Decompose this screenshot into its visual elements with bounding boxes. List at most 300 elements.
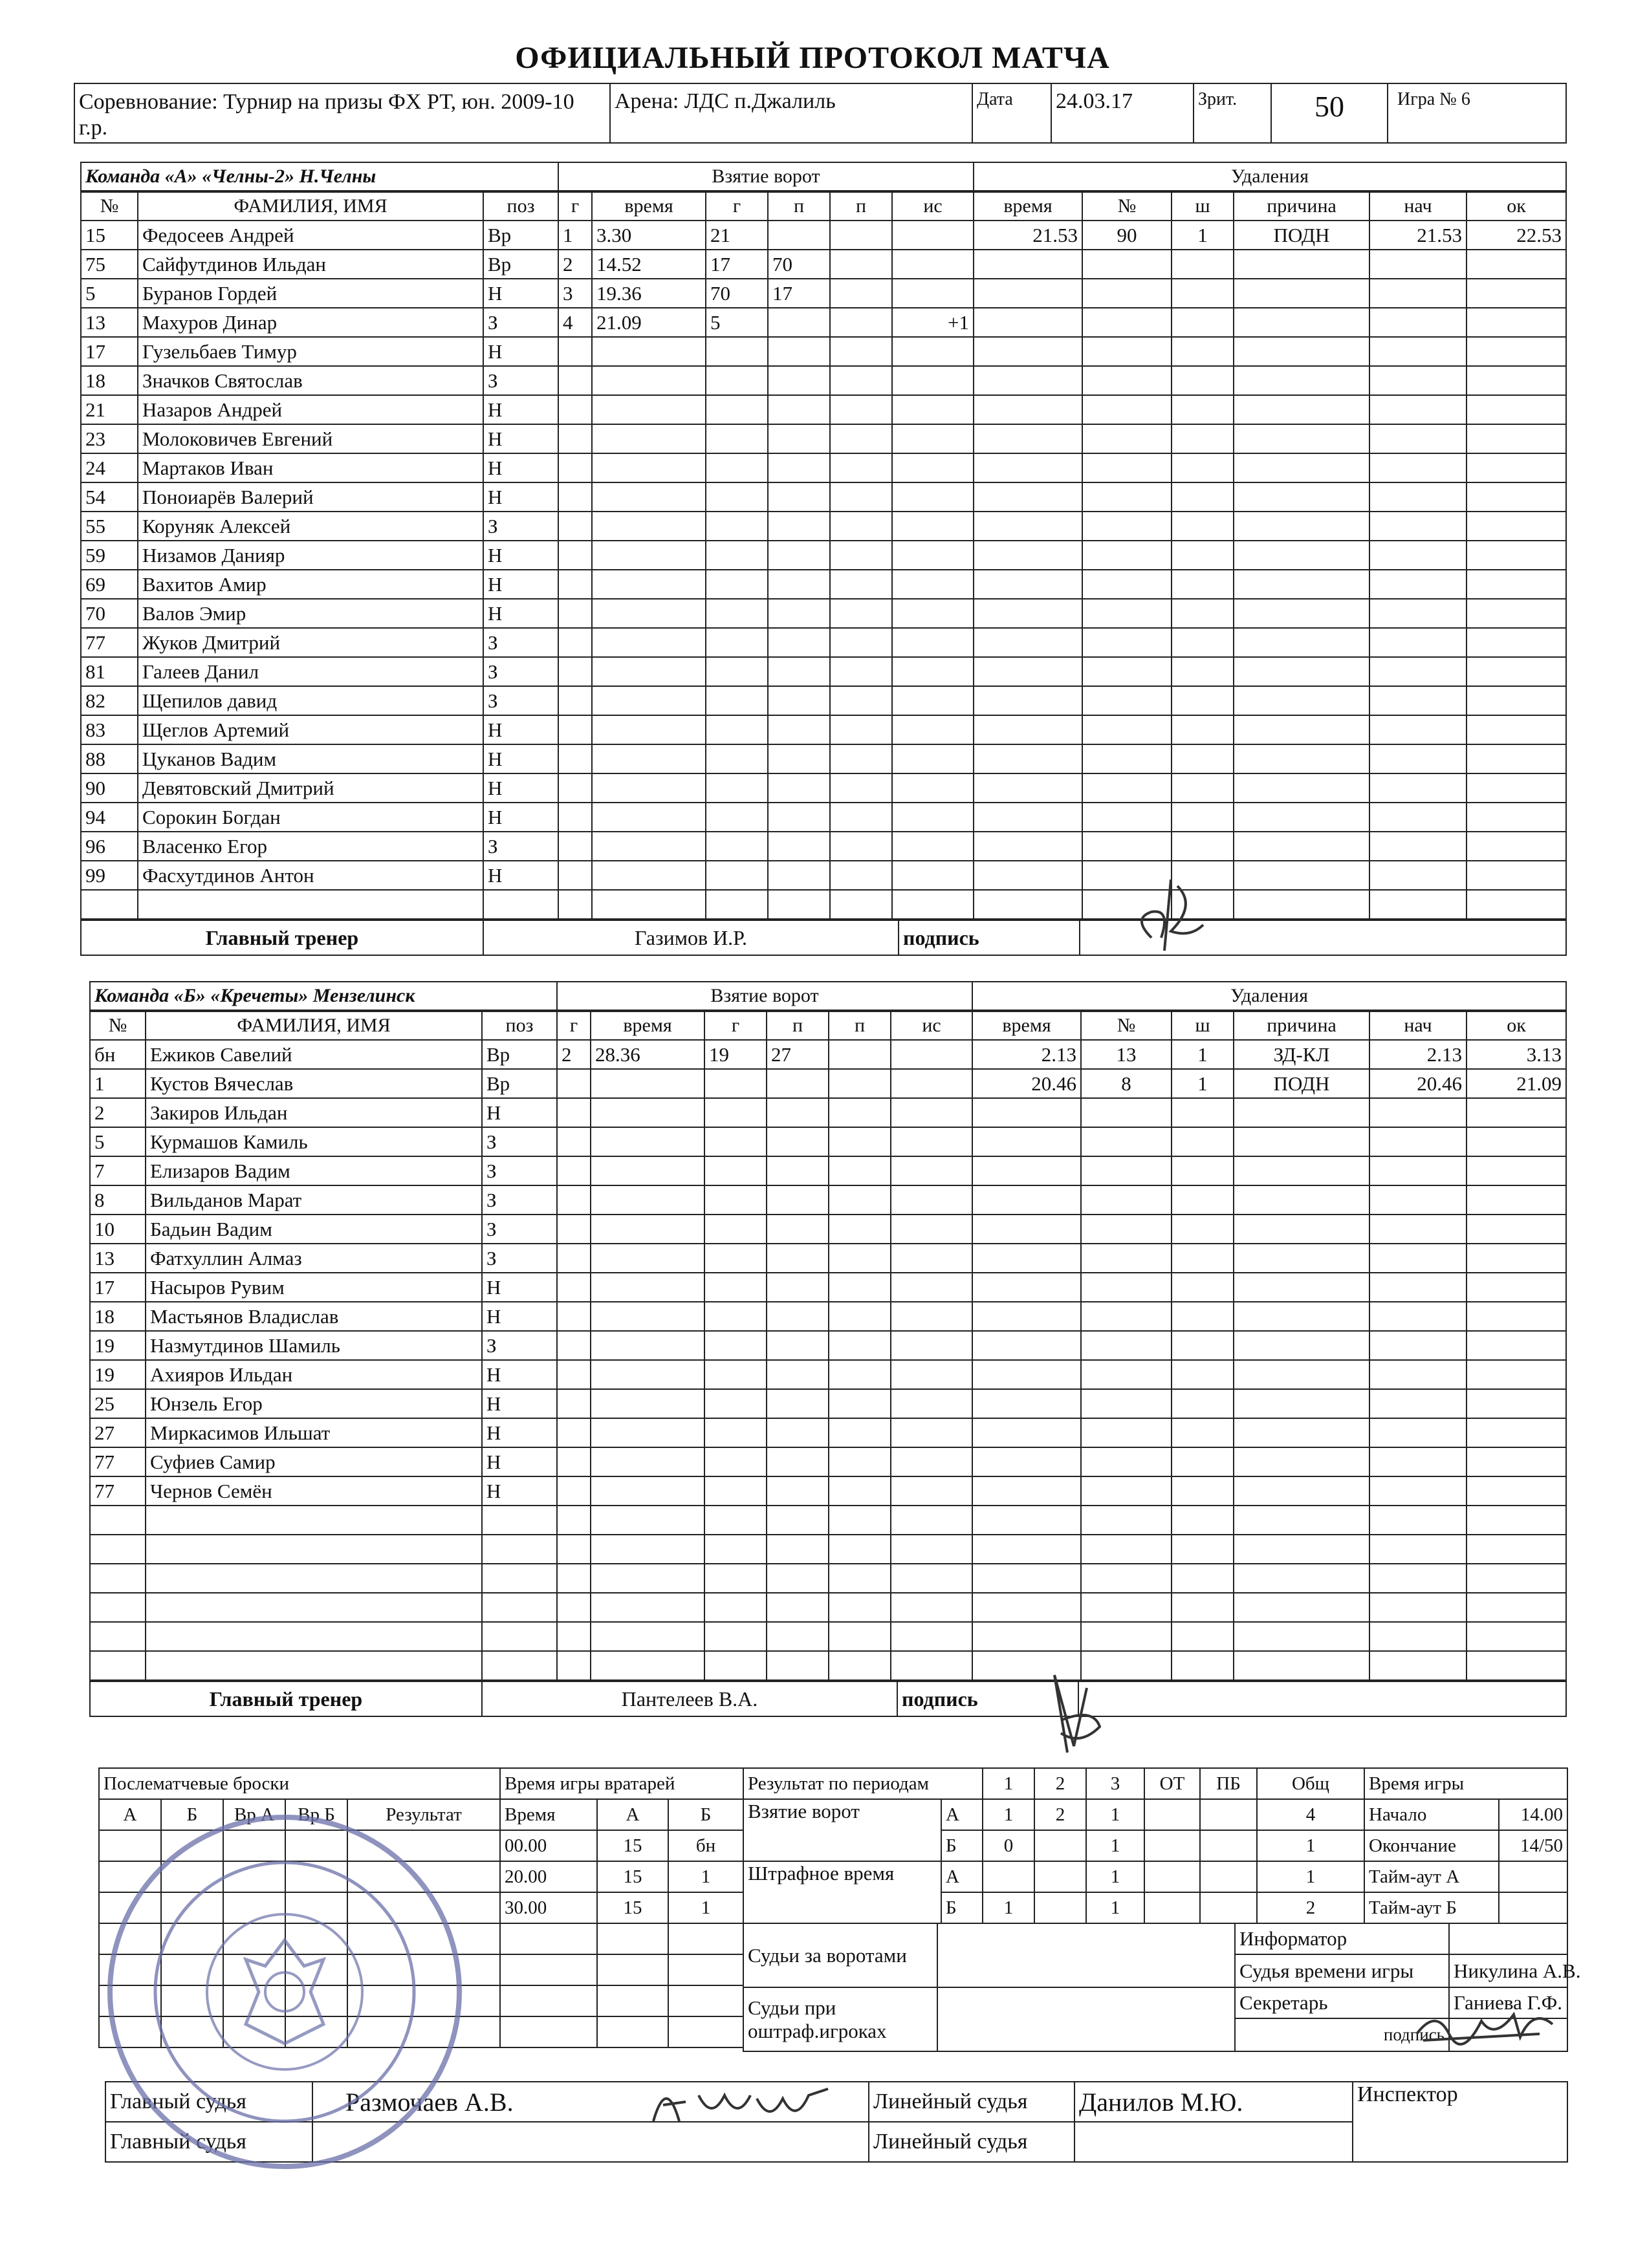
team-a-letter: А — [941, 1861, 983, 1892]
player-number: 15 — [81, 221, 138, 250]
goal-assist2 — [830, 395, 892, 424]
penalty-reason — [1234, 1244, 1369, 1273]
pim-a-so — [1200, 1861, 1257, 1892]
head-coach-label: Главный тренер — [81, 920, 483, 955]
player-row — [90, 1418, 1566, 1447]
penalty-time — [972, 1593, 1081, 1622]
goal-time — [591, 1622, 704, 1651]
goal-scorer — [706, 337, 768, 366]
penalty-minutes — [1172, 628, 1234, 657]
team-a-column-headers — [81, 192, 1566, 221]
goals-a-total: 4 — [1257, 1799, 1364, 1830]
goal-assist1 — [768, 541, 830, 570]
goal-time — [592, 628, 706, 657]
player-row — [90, 1622, 1566, 1651]
penalty-time — [972, 1622, 1081, 1651]
penalty-player — [1082, 832, 1172, 861]
goal-situation — [892, 832, 974, 861]
goal-time — [591, 1447, 704, 1476]
goal-scorer — [704, 1506, 767, 1535]
player-row — [90, 1185, 1566, 1215]
inspector-label: Инспектор — [1353, 2082, 1567, 2162]
penalty-minutes — [1172, 803, 1234, 832]
player-number — [90, 1535, 146, 1564]
penalty-minutes — [1172, 1215, 1234, 1244]
team-a-coach-row — [80, 920, 1567, 956]
player-position — [482, 1564, 557, 1593]
penalties-header-b: Удаления — [972, 982, 1566, 1010]
goal-situation — [892, 744, 974, 773]
goal-scorer — [706, 366, 768, 395]
goal-situation: +1 — [892, 308, 974, 337]
penalty-time — [974, 890, 1082, 919]
player-name: Девятовский Дмитрий — [138, 773, 483, 803]
penalty-end — [1467, 773, 1566, 803]
penalty-end — [1467, 1215, 1566, 1244]
penalty-reason — [1234, 861, 1369, 890]
penalty-player — [1081, 1127, 1172, 1156]
penalty-player — [1081, 1302, 1172, 1331]
player-number: 75 — [81, 250, 138, 279]
player-name: Гузельбаев Тимур — [138, 337, 483, 366]
goal-number — [558, 861, 592, 890]
penalty-end — [1467, 744, 1566, 773]
team-b-title-row — [89, 981, 1567, 1011]
player-number — [90, 1651, 146, 1680]
penalty-end — [1467, 1156, 1566, 1185]
penalty-reason — [1234, 279, 1369, 308]
goal-assist1 — [768, 424, 830, 453]
goal-scorer: 21 — [706, 221, 768, 250]
goal-assist1 — [768, 337, 830, 366]
goal-assist1 — [767, 1622, 829, 1651]
game-time-table — [1364, 1767, 1568, 1924]
goal-number: 2 — [558, 250, 592, 279]
spectators-value: 50 — [1271, 83, 1388, 143]
goal-assist2 — [829, 1156, 891, 1185]
penalty-end — [1467, 628, 1566, 657]
player-number: 18 — [81, 366, 138, 395]
penalty-end — [1467, 1331, 1566, 1360]
goal-time — [591, 1476, 704, 1506]
penalty-reason — [1234, 1535, 1369, 1564]
goal-assist2 — [829, 1506, 891, 1535]
team-b-letter: Б — [941, 1892, 983, 1923]
player-name: Сайфутдинов Ильдан — [138, 250, 483, 279]
player-row — [81, 715, 1566, 744]
penalty-end — [1467, 1506, 1566, 1535]
player-name: Цуканов Вадим — [138, 744, 483, 773]
penalty-player — [1082, 541, 1172, 570]
player-number: 19 — [90, 1331, 146, 1360]
penalty-minutes — [1172, 1302, 1234, 1331]
penalty-time — [974, 599, 1082, 628]
goal-assist2 — [829, 1418, 891, 1447]
goal-time — [592, 453, 706, 482]
penalty-time — [972, 1389, 1081, 1418]
goals-a-row — [743, 1799, 1364, 1830]
goal-assist2 — [829, 1098, 891, 1127]
gk-row-a: 15 — [597, 1892, 668, 1923]
penalty-player — [1082, 366, 1172, 395]
penalty-reason — [1234, 570, 1369, 599]
goal-time — [591, 1360, 704, 1389]
penalty-start — [1369, 250, 1467, 279]
goal-scorer — [704, 1156, 767, 1185]
player-row — [81, 570, 1566, 599]
col-pos: поз — [483, 192, 558, 221]
penalty-minutes: 1 — [1172, 1069, 1234, 1098]
goal-time — [592, 599, 706, 628]
goal-assist2 — [829, 1564, 891, 1593]
player-row — [90, 1302, 1566, 1331]
linesman-name-2 — [1074, 2122, 1353, 2162]
penalty-start — [1369, 1564, 1467, 1593]
goal-number — [558, 715, 592, 744]
goal-scorer — [706, 861, 768, 890]
penalty-player — [1081, 1273, 1172, 1302]
penalty-minutes — [1172, 1185, 1234, 1215]
linesman-name: Данилов М.Ю. — [1074, 2082, 1353, 2122]
player-name: Ежиков Савелий — [146, 1040, 482, 1069]
player-row — [90, 1215, 1566, 1244]
penalty-end — [1467, 1651, 1566, 1680]
penalty-minutes — [1172, 424, 1234, 453]
penalty-judges-label: Судьи при оштраф.игроках — [743, 1987, 937, 2051]
goal-time — [592, 482, 706, 512]
player-position: Н — [483, 570, 558, 599]
player-name: Федосеев Андрей — [138, 221, 483, 250]
goal-situation — [892, 482, 974, 512]
penalty-player — [1081, 1593, 1172, 1622]
player-name: Курмашов Камиль — [146, 1127, 482, 1156]
col-situation: ис — [891, 1011, 972, 1040]
player-name: Вильданов Марат — [146, 1185, 482, 1215]
secretary-signature-mark — [1410, 1995, 1559, 2053]
goal-situation — [892, 628, 974, 657]
penalty-player — [1082, 395, 1172, 424]
penalty-start — [1369, 512, 1467, 541]
goal-situation — [892, 395, 974, 424]
goals-a-p1: 1 — [983, 1799, 1034, 1830]
goal-situation — [892, 541, 974, 570]
penalty-start — [1369, 424, 1467, 453]
penalty-player — [1082, 599, 1172, 628]
goal-assist2 — [830, 424, 892, 453]
goal-time — [592, 541, 706, 570]
goal-situation — [892, 861, 974, 890]
goal-scorer — [704, 1389, 767, 1418]
player-position: З — [483, 366, 558, 395]
goal-situation — [891, 1506, 972, 1535]
goal-scorer — [706, 773, 768, 803]
penalty-minutes — [1172, 1244, 1234, 1273]
goal-situation — [892, 657, 974, 686]
goal-assist2 — [829, 1389, 891, 1418]
secretary-label: Секретарь — [1236, 1988, 1449, 2018]
penalties-header: Удаления — [974, 162, 1566, 191]
goal-assist2 — [829, 1360, 891, 1389]
secretary-sign-label: подпись — [1236, 2018, 1449, 2051]
goal-situation — [892, 250, 974, 279]
penalty-start: 2.13 — [1369, 1040, 1467, 1069]
goal-time — [592, 337, 706, 366]
signature-label: подпись — [899, 920, 1080, 955]
shootout-col-a: А — [99, 1799, 161, 1830]
player-row — [81, 366, 1566, 395]
penalty-reason — [1234, 773, 1369, 803]
goal-assist2 — [830, 890, 892, 919]
player-position: Н — [483, 861, 558, 890]
player-name: Мартаков Иван — [138, 453, 483, 482]
pim-row-label: Штрафное время — [743, 1861, 941, 1923]
goal-situation — [891, 1302, 972, 1331]
goals-b-p3: 1 — [1086, 1830, 1144, 1861]
penalty-end — [1467, 1302, 1566, 1331]
goal-number — [557, 1185, 591, 1215]
goal-scorer — [706, 570, 768, 599]
goal-assist2 — [829, 1069, 891, 1098]
player-number — [90, 1564, 146, 1593]
penalty-time — [974, 832, 1082, 861]
penalty-time — [974, 715, 1082, 744]
goal-assist2 — [829, 1535, 891, 1564]
goal-situation — [891, 1185, 972, 1215]
penalty-minutes: 1 — [1172, 1040, 1234, 1069]
goal-scorer — [704, 1476, 767, 1506]
penalty-reason — [1234, 890, 1369, 919]
penalty-start — [1369, 1506, 1467, 1535]
team-a-label: Команда «А» «Челны-2» Н.Челны — [81, 162, 558, 191]
penalty-reason — [1234, 1127, 1369, 1156]
goal-assist1 — [767, 1651, 829, 1680]
player-number: 21 — [81, 395, 138, 424]
penalty-player — [1082, 279, 1172, 308]
penalty-reason — [1234, 1098, 1369, 1127]
player-row — [81, 482, 1566, 512]
goal-assist1 — [767, 1156, 829, 1185]
penalty-start — [1369, 628, 1467, 657]
periods-label: Результат по периодам — [743, 1768, 983, 1799]
penalty-reason — [1234, 1506, 1369, 1535]
player-number: 77 — [90, 1476, 146, 1506]
penalty-time: 20.46 — [972, 1069, 1081, 1098]
shootout-col-b: Б — [161, 1799, 223, 1830]
goal-time — [591, 1185, 704, 1215]
penalty-time — [974, 366, 1082, 395]
goal-number — [558, 744, 592, 773]
penalty-reason — [1234, 686, 1369, 715]
start-label: Начало — [1364, 1799, 1499, 1830]
penalty-start — [1369, 308, 1467, 337]
pim-a-row — [743, 1861, 1364, 1892]
penalty-start — [1369, 1127, 1467, 1156]
player-number — [90, 1622, 146, 1651]
penalty-start — [1369, 1215, 1467, 1244]
goal-time — [592, 395, 706, 424]
player-position: З — [483, 686, 558, 715]
col-pen-end: ок — [1467, 192, 1566, 221]
col-pen-min: ш — [1172, 192, 1234, 221]
player-row — [90, 1564, 1566, 1593]
goal-assist1 — [768, 570, 830, 599]
player-position: Н — [483, 599, 558, 628]
player-number: 70 — [81, 599, 138, 628]
col-goal-time: время — [591, 1011, 704, 1040]
penalty-time — [972, 1564, 1081, 1593]
penalty-player — [1081, 1418, 1172, 1447]
goal-assist1 — [768, 832, 830, 861]
penalty-start — [1369, 570, 1467, 599]
player-row — [90, 1040, 1566, 1069]
player-row — [81, 744, 1566, 773]
goal-assist1 — [767, 1389, 829, 1418]
penalty-reason — [1234, 1389, 1369, 1418]
goal-number: 3 — [558, 279, 592, 308]
player-position: З — [483, 657, 558, 686]
player-number: бн — [90, 1040, 146, 1069]
main-referee-label: Главный судья — [105, 2082, 312, 2122]
goal-assist2 — [829, 1185, 891, 1215]
goal-assist1 — [767, 1447, 829, 1476]
goal-scorer — [704, 1331, 767, 1360]
penalty-time — [974, 512, 1082, 541]
player-row — [90, 1447, 1566, 1476]
penalty-reason: ПОДН — [1234, 221, 1369, 250]
team-b-coach: Пантелеев В.А. — [482, 1681, 897, 1716]
goal-assist1 — [768, 686, 830, 715]
penalty-player — [1082, 715, 1172, 744]
player-position: З — [483, 832, 558, 861]
col-pen-min: ш — [1172, 1011, 1234, 1040]
shootout-col-result: Результат — [347, 1799, 500, 1830]
penalty-end — [1467, 395, 1566, 424]
goal-time — [591, 1535, 704, 1564]
penalty-player — [1082, 337, 1172, 366]
player-number: 77 — [81, 628, 138, 657]
penalty-reason — [1234, 599, 1369, 628]
penalty-time — [974, 570, 1082, 599]
penalty-start — [1369, 803, 1467, 832]
player-row — [81, 832, 1566, 861]
penalty-time — [972, 1418, 1081, 1447]
player-name — [146, 1535, 482, 1564]
penalty-player — [1081, 1506, 1172, 1535]
penalty-reason — [1234, 1185, 1369, 1215]
penalty-player — [1082, 686, 1172, 715]
goal-number — [557, 1273, 591, 1302]
player-number: 13 — [81, 308, 138, 337]
player-number: 99 — [81, 861, 138, 890]
goal-scorer: 17 — [706, 250, 768, 279]
goal-scorer — [706, 657, 768, 686]
player-number: 59 — [81, 541, 138, 570]
player-row — [90, 1360, 1566, 1389]
goal-assist2 — [830, 221, 892, 250]
goal-scorer — [706, 832, 768, 861]
col-goal-num: г — [557, 1011, 591, 1040]
goal-assist1 — [767, 1215, 829, 1244]
penalty-time — [972, 1127, 1081, 1156]
goal-time — [592, 715, 706, 744]
penalty-end — [1467, 1360, 1566, 1389]
goal-scorer — [706, 715, 768, 744]
penalty-end — [1467, 1098, 1566, 1127]
penalty-start — [1369, 453, 1467, 482]
player-number: 23 — [81, 424, 138, 453]
penalty-start — [1369, 773, 1467, 803]
player-position: З — [482, 1185, 557, 1215]
goal-scorer — [706, 803, 768, 832]
player-name: Закиров Ильдан — [146, 1098, 482, 1127]
penalty-start — [1369, 861, 1467, 890]
penalty-reason — [1234, 1447, 1369, 1476]
penalty-start — [1369, 1418, 1467, 1447]
penalty-minutes — [1172, 1273, 1234, 1302]
team-b-coach-row — [89, 1681, 1567, 1717]
penalty-time — [974, 628, 1082, 657]
player-name: Назаров Андрей — [138, 395, 483, 424]
goal-assist1 — [768, 628, 830, 657]
goal-situation — [891, 1098, 972, 1127]
goal-number — [557, 1098, 591, 1127]
penalty-minutes — [1172, 366, 1234, 395]
player-number: 19 — [90, 1360, 146, 1389]
penalty-player — [1082, 744, 1172, 773]
goal-scorer — [704, 1244, 767, 1273]
gk-row-time: 30.00 — [500, 1892, 597, 1923]
goal-number — [557, 1127, 591, 1156]
penalty-reason — [1234, 1273, 1369, 1302]
player-position: З — [483, 628, 558, 657]
goal-scorer — [704, 1302, 767, 1331]
goal-time: 28.36 — [591, 1040, 704, 1069]
penalty-reason: ЗД-КЛ — [1234, 1040, 1369, 1069]
penalty-player — [1081, 1564, 1172, 1593]
player-position: Н — [482, 1418, 557, 1447]
penalty-minutes — [1172, 541, 1234, 570]
penalty-minutes — [1172, 337, 1234, 366]
penalty-minutes — [1172, 744, 1234, 773]
goal-assist2 — [830, 366, 892, 395]
penalty-minutes — [1172, 250, 1234, 279]
penalty-player — [1082, 308, 1172, 337]
gk-row — [500, 1892, 743, 1923]
goal-number — [557, 1360, 591, 1389]
penalty-player — [1081, 1215, 1172, 1244]
penalty-end — [1467, 657, 1566, 686]
goal-number: 1 — [558, 221, 592, 250]
goal-assist2 — [830, 599, 892, 628]
goal-number — [557, 1593, 591, 1622]
penalty-time: 2.13 — [972, 1040, 1081, 1069]
goal-time: 21.09 — [592, 308, 706, 337]
player-row — [81, 628, 1566, 657]
goal-scorer — [706, 744, 768, 773]
goal-assist1 — [768, 366, 830, 395]
gk-row-a: 15 — [597, 1861, 668, 1892]
penalty-start — [1369, 1185, 1467, 1215]
competition: Соревнование: Турнир на призы ФХ РТ, юн. 2009-10 г.р. — [74, 83, 610, 143]
player-position: Н — [482, 1273, 557, 1302]
penalty-minutes — [1172, 1622, 1234, 1651]
penalty-start — [1369, 890, 1467, 919]
goal-assist2 — [829, 1215, 891, 1244]
player-row — [90, 1098, 1566, 1127]
penalty-minutes — [1172, 832, 1234, 861]
penalty-minutes — [1172, 657, 1234, 686]
goal-assist1 — [768, 803, 830, 832]
